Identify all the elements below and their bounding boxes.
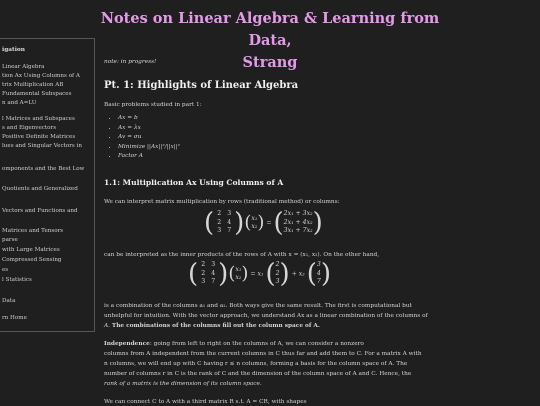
independence-line-1: Independence: going from left to right on the columns of A, we can consider a nonzero — [104, 341, 364, 347]
sidebar-item[interactable]: Vectors and Functions and — [2, 208, 78, 214]
list-item: • Factor A — [118, 152, 440, 162]
combination-text-2: unhelpful for intuition. With the vector approach, we understand Ax as a linear combination of the columns of — [104, 313, 428, 319]
list-item: • Ax = λx — [118, 124, 440, 134]
sidebar-heading: igation — [2, 47, 25, 53]
page-title-line2: Strang — [242, 54, 298, 71]
sidebar-item[interactable]: Fundamental Subspaces — [2, 91, 72, 97]
sidebar-item[interactable]: s and Eigenvectors — [2, 125, 57, 131]
sidebar-item[interactable]: rn Home — [2, 315, 27, 321]
column-interpretation-equation: ( 2 3 2 4 3 7 )( x₁ x₂ ) = x₁ ( 2 2 3 ) + x₂ ( 3 4 7 ) — [188, 259, 331, 289]
combination-text-1: is a combination of the columns a₁ and a₂. Both ways give the same result. The first is computational but — [104, 303, 412, 309]
combination-text-3: A. The combinations of the columns fill out the column space of A. — [104, 323, 320, 329]
sidebar-item[interactable]: trix Multiplication AB — [2, 82, 64, 88]
part1-heading: Pt. 1: Highlights of Linear Algebra — [104, 80, 299, 91]
sidebar-item[interactable]: lues and Singular Vectors in — [2, 143, 82, 149]
sidebar-item[interactable]: omponents and the Best Low — [2, 166, 85, 172]
navigation-sidebar — [0, 38, 95, 332]
section-1-1-heading: 1.1: Multiplication Ax Using Columns of A — [104, 178, 284, 187]
sidebar-item[interactable]: parse — [2, 237, 18, 243]
problem-list — [104, 114, 440, 162]
inner-products-text: can be interpreted as the inner products of the rows of A with x = (x₁, x₂). On the other hand, — [104, 252, 380, 258]
list-item: • Ax = b — [118, 114, 440, 124]
sidebar-item[interactable]: l Statistics — [2, 277, 32, 283]
sidebar-item[interactable]: Data — [2, 298, 16, 304]
list-item: • Av = σu — [118, 133, 440, 143]
list-item: • Minimize ||Ax||²/||x||² — [118, 143, 440, 153]
interp-text: We can interpret matrix multiplication by rows (traditional method) or columns: — [104, 199, 340, 205]
independence-line-2: columns from A independent from the current columns in C thus far and add them to C. For a matrix A with — [104, 351, 422, 357]
row-interpretation-equation: ( 2 3 2 4 3 7 )( x₁ x₂ ) = ( 2x₁ + 3x₂ 2x₁ + 4x₂ 3x₁ + 7x₂ ) — [204, 208, 323, 238]
page-title-line1: Notes on Linear Algebra & Learning from Data, — [100, 10, 440, 49]
basic-problems-text: Basic problems studied in part 1: — [104, 102, 202, 108]
sidebar-item[interactable]: tion Ax Using Columns of A — [2, 73, 80, 79]
independence-line-4: number of columns r in C is the rank of C and the dimension of the column space of A and C. Hence, the — [104, 371, 412, 377]
independence-line-3: n columns, we will end up with C having r ≤ n columns, forming a basis for the column space of A. The — [104, 361, 408, 367]
sidebar-item[interactable]: es — [2, 267, 9, 273]
sidebar-item[interactable]: Quotients and Generalized — [2, 186, 78, 192]
sidebar-item[interactable]: Positive Definite Matrices — [2, 134, 76, 140]
sidebar-item[interactable]: n and A=LU — [2, 100, 37, 106]
sidebar-item[interactable]: l Matrices and Subspaces — [2, 116, 75, 122]
sidebar-item[interactable]: with Large Matrices — [2, 247, 60, 253]
sidebar-item[interactable]: Compressed Sensing — [2, 257, 62, 263]
connect-text: We can connect C to A with a third matrix R s.t. A = CR, with shapes — [104, 399, 307, 405]
sidebar-item[interactable]: Linear Algebra — [2, 64, 45, 70]
progress-note: note: in progress! — [104, 59, 157, 65]
independence-line-5: rank of a matrix is the dimension of its column space. — [104, 381, 262, 387]
sidebar-item[interactable]: Matrices and Tensors — [2, 228, 64, 234]
